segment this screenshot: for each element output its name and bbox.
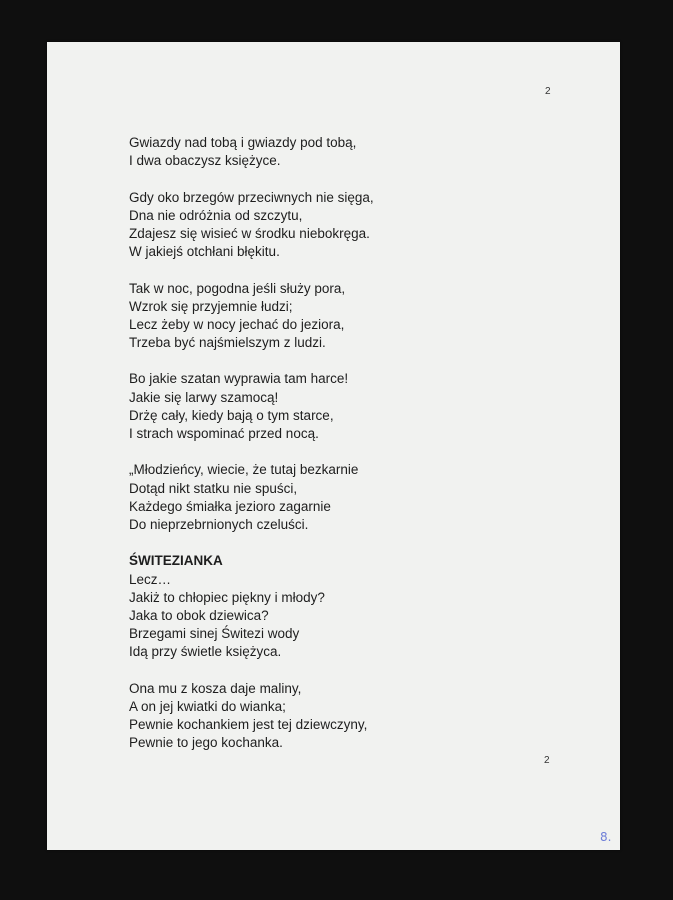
poem-line: Pewnie to jego kochanka. xyxy=(129,735,283,751)
poem-line: Gwiazdy nad tobą i gwiazdy pod tobą, xyxy=(129,135,357,150)
stanza xyxy=(129,370,549,443)
poem-line: Pewnie kochankiem jest tej dziewczyny, xyxy=(129,717,368,732)
poem-line: Lecz… xyxy=(129,571,172,587)
poem-line: „Młodzieńcy, wiecie, że tutaj bezkarnie xyxy=(129,462,359,478)
poem-line: Idą przy świetle księżyca. xyxy=(129,644,282,660)
poem-line: Do nieprzebrnionych czeluści. xyxy=(129,516,309,532)
poem-line: Zdajesz się wisieć w środku niebokręga. xyxy=(129,225,370,241)
poem-line: Lecz żeby w nocy jechać do jeziora, xyxy=(129,316,345,332)
poem-line: Bo jakie szatan wyprawia tam harce! xyxy=(129,371,349,387)
stanza xyxy=(129,134,549,170)
poem-line: A on jej kwiatki do wianka; xyxy=(129,698,286,714)
poem-line: Jakiż to chłopiec piękny i młody? xyxy=(129,589,325,605)
poem-line: W jakiejś otchłani błękitu. xyxy=(129,244,280,260)
stanza xyxy=(129,189,549,262)
poem-text xyxy=(129,134,549,752)
poem-line: Jakie się larwy szamocą! xyxy=(129,389,279,405)
poem-line: Brzegami sinej Świtezi wody xyxy=(129,626,300,642)
speaker-label: ŚWITEZIANKA xyxy=(129,553,223,569)
poem-line: Ona mu z kosza daje maliny, xyxy=(129,680,302,696)
poem-line: Dotąd nikt statku nie spuści, xyxy=(129,480,298,496)
poem-line: Jaka to obok dziewica? xyxy=(129,607,269,623)
poem-line: Tak w noc, pogodna jeśli służy pora, xyxy=(129,280,346,296)
stanza xyxy=(129,552,549,661)
stanza xyxy=(129,680,549,753)
poem-line: I strach wspominać przed nocą. xyxy=(129,426,319,441)
page-number-top: 2 xyxy=(545,86,551,97)
poem-line: Drżę cały, kiedy bają o tym starce, xyxy=(129,407,334,423)
poem-line: Gdy oko brzegów przeciwnych nie sięga, xyxy=(129,189,374,205)
handwritten-folio-number: 8. xyxy=(600,830,612,844)
stanza xyxy=(129,461,549,534)
poem-line: Dna nie odróżnia od szczytu, xyxy=(129,207,303,223)
poem-line: Każdego śmiałka jezioro zagarnie xyxy=(129,498,331,514)
poem-line: I dwa obaczysz księżyce. xyxy=(129,153,281,169)
poem-line: Trzeba być najśmielszym z ludzi. xyxy=(129,335,326,351)
stanza xyxy=(129,280,549,353)
page-number-bottom: 2 xyxy=(544,755,550,766)
document-page xyxy=(47,42,620,850)
poem-line: Wzrok się przyjemnie łudzi; xyxy=(129,298,293,314)
